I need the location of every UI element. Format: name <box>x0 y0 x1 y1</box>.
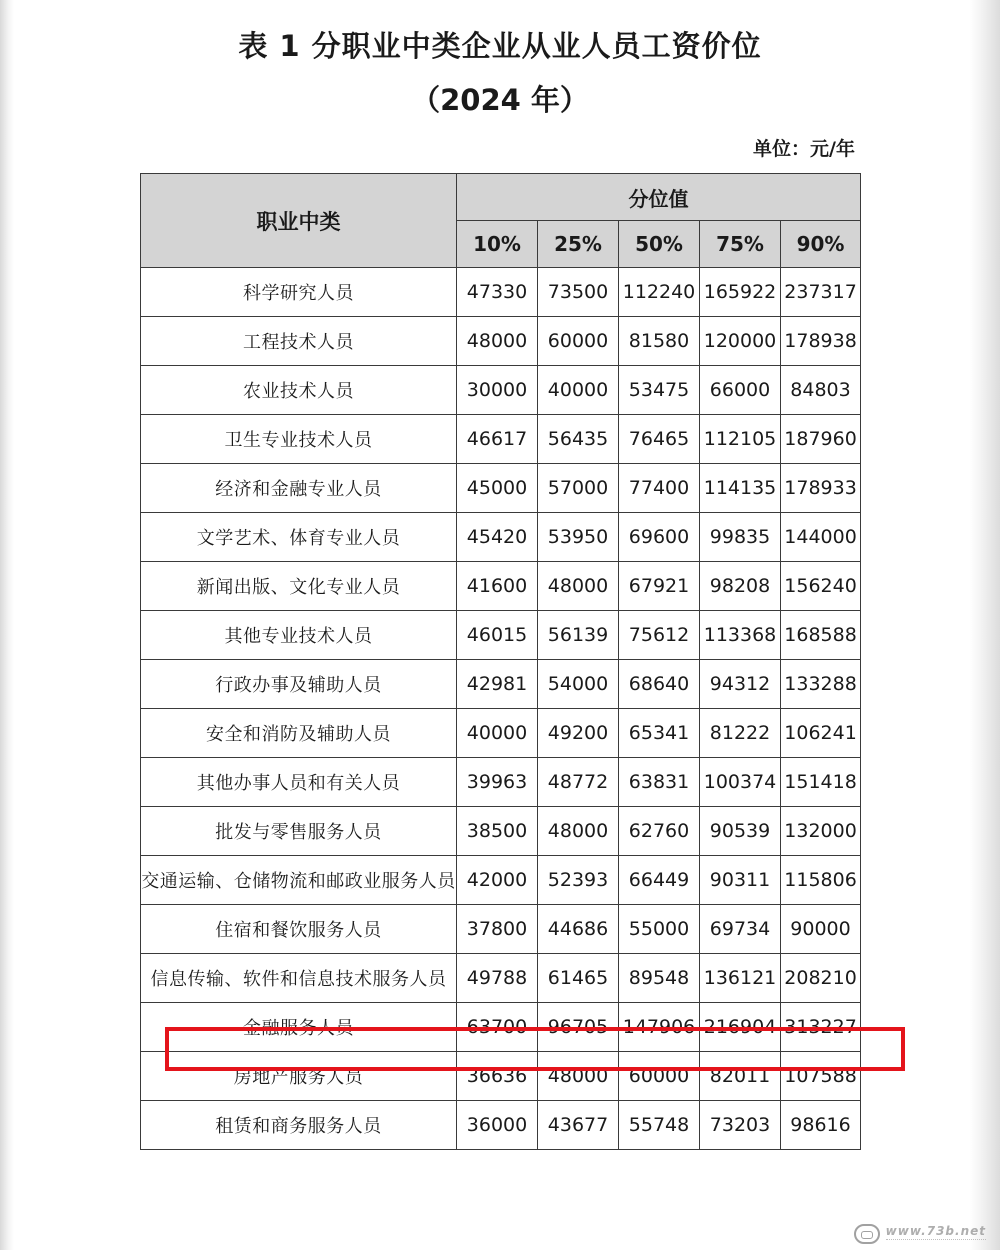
watermark-logo-icon <box>854 1224 880 1244</box>
table-row <box>141 1101 861 1150</box>
value-cell: 46015 <box>457 611 538 660</box>
value-cell: 77400 <box>619 464 700 513</box>
table-row <box>141 709 861 758</box>
value-cell: 48772 <box>538 758 619 807</box>
occupation-cell: 其他专业技术人员 <box>141 611 457 660</box>
quantile-header-90: 90% <box>781 221 861 268</box>
value-cell: 69600 <box>619 513 700 562</box>
value-cell: 165922 <box>700 268 781 317</box>
value-cell: 36000 <box>457 1101 538 1150</box>
value-cell: 42000 <box>457 856 538 905</box>
value-cell: 49788 <box>457 954 538 1003</box>
value-cell: 46617 <box>457 415 538 464</box>
document-subtitle: （2024 年） <box>411 83 589 117</box>
value-cell: 237317 <box>781 268 861 317</box>
value-cell: 48000 <box>538 562 619 611</box>
occupation-cell: 金融服务人员 <box>141 1003 457 1052</box>
quantile-header-25: 25% <box>538 221 619 268</box>
value-cell: 106241 <box>781 709 861 758</box>
value-cell: 43677 <box>538 1101 619 1150</box>
value-cell: 30000 <box>457 366 538 415</box>
value-cell: 63700 <box>457 1003 538 1052</box>
value-cell: 66000 <box>700 366 781 415</box>
value-cell: 66449 <box>619 856 700 905</box>
table-row <box>141 464 861 513</box>
value-cell: 90311 <box>700 856 781 905</box>
value-cell: 53475 <box>619 366 700 415</box>
value-cell: 61465 <box>538 954 619 1003</box>
value-cell: 60000 <box>619 1052 700 1101</box>
value-cell: 38500 <box>457 807 538 856</box>
value-cell: 42981 <box>457 660 538 709</box>
value-cell: 94312 <box>700 660 781 709</box>
value-cell: 98208 <box>700 562 781 611</box>
watermark <box>854 1224 986 1244</box>
table-row <box>141 905 861 954</box>
value-cell: 90000 <box>781 905 861 954</box>
occupation-cell: 新闻出版、文化专业人员 <box>141 562 457 611</box>
document-title: 表 1 分职业中类企业从业人员工资价位 <box>238 29 762 63</box>
occupation-cell: 经济和金融专业人员 <box>141 464 457 513</box>
quantile-group-header: 分位值 <box>457 174 861 221</box>
watermark-url: www.73b.net <box>885 1224 986 1238</box>
page-shadow-right <box>970 0 1000 1250</box>
value-cell: 39963 <box>457 758 538 807</box>
value-cell: 90539 <box>700 807 781 856</box>
value-cell: 54000 <box>538 660 619 709</box>
value-cell: 178938 <box>781 317 861 366</box>
value-cell: 76465 <box>619 415 700 464</box>
value-cell: 81222 <box>700 709 781 758</box>
value-cell: 65341 <box>619 709 700 758</box>
occupation-column-header: 职业中类 <box>141 174 457 268</box>
value-cell: 151418 <box>781 758 861 807</box>
value-cell: 67921 <box>619 562 700 611</box>
value-cell: 36636 <box>457 1052 538 1101</box>
value-cell: 112240 <box>619 268 700 317</box>
value-cell: 41600 <box>457 562 538 611</box>
table-row <box>141 611 861 660</box>
watermark-underline <box>886 1239 986 1243</box>
occupation-cell: 住宿和餐饮服务人员 <box>141 905 457 954</box>
value-cell: 57000 <box>538 464 619 513</box>
value-cell: 56435 <box>538 415 619 464</box>
quantile-header-10: 10% <box>457 221 538 268</box>
value-cell: 53950 <box>538 513 619 562</box>
value-cell: 81580 <box>619 317 700 366</box>
occupation-cell: 其他办事人员和有关人员 <box>141 758 457 807</box>
value-cell: 73203 <box>700 1101 781 1150</box>
value-cell: 40000 <box>457 709 538 758</box>
value-cell: 156240 <box>781 562 861 611</box>
value-cell: 112105 <box>700 415 781 464</box>
value-cell: 47330 <box>457 268 538 317</box>
value-cell: 52393 <box>538 856 619 905</box>
value-cell: 68640 <box>619 660 700 709</box>
value-cell: 187960 <box>781 415 861 464</box>
value-cell: 178933 <box>781 464 861 513</box>
occupation-cell: 农业技术人员 <box>141 366 457 415</box>
occupation-cell: 文学艺术、体育专业人员 <box>141 513 457 562</box>
value-cell: 48000 <box>457 317 538 366</box>
table-row <box>141 268 861 317</box>
table-row <box>141 660 861 709</box>
table-row <box>141 562 861 611</box>
value-cell: 56139 <box>538 611 619 660</box>
table-row <box>141 954 861 1003</box>
value-cell: 84803 <box>781 366 861 415</box>
value-cell: 115806 <box>781 856 861 905</box>
value-cell: 45000 <box>457 464 538 513</box>
value-cell: 168588 <box>781 611 861 660</box>
value-cell: 96705 <box>538 1003 619 1052</box>
table-row <box>141 856 861 905</box>
table-body <box>141 268 861 1150</box>
unit-label: 单位：元/年 <box>753 138 855 160</box>
value-cell: 40000 <box>538 366 619 415</box>
value-cell: 55748 <box>619 1101 700 1150</box>
value-cell: 136121 <box>700 954 781 1003</box>
quantile-header-50: 50% <box>619 221 700 268</box>
value-cell: 45420 <box>457 513 538 562</box>
value-cell: 73500 <box>538 268 619 317</box>
value-cell: 69734 <box>700 905 781 954</box>
occupation-cell: 安全和消防及辅助人员 <box>141 709 457 758</box>
occupation-cell: 科学研究人员 <box>141 268 457 317</box>
wage-table <box>140 173 861 1150</box>
value-cell: 144000 <box>781 513 861 562</box>
occupation-cell: 工程技术人员 <box>141 317 457 366</box>
value-cell: 63831 <box>619 758 700 807</box>
table-row <box>141 758 861 807</box>
value-cell: 62760 <box>619 807 700 856</box>
table-row <box>141 366 861 415</box>
value-cell: 216904 <box>700 1003 781 1052</box>
table-row <box>141 317 861 366</box>
value-cell: 44686 <box>538 905 619 954</box>
quantile-header-75: 75% <box>700 221 781 268</box>
value-cell: 49200 <box>538 709 619 758</box>
occupation-cell: 行政办事及辅助人员 <box>141 660 457 709</box>
table-row <box>141 415 861 464</box>
occupation-cell: 信息传输、软件和信息技术服务人员 <box>141 954 457 1003</box>
value-cell: 208210 <box>781 954 861 1003</box>
value-cell: 132000 <box>781 807 861 856</box>
table-header <box>141 174 861 268</box>
value-cell: 75612 <box>619 611 700 660</box>
value-cell: 147906 <box>619 1003 700 1052</box>
occupation-cell: 卫生专业技术人员 <box>141 415 457 464</box>
value-cell: 82011 <box>700 1052 781 1101</box>
occupation-cell: 租赁和商务服务人员 <box>141 1101 457 1150</box>
table-row <box>141 513 861 562</box>
occupation-cell: 房地产服务人员 <box>141 1052 457 1101</box>
value-cell: 99835 <box>700 513 781 562</box>
value-cell: 48000 <box>538 807 619 856</box>
value-cell: 37800 <box>457 905 538 954</box>
occupation-cell: 批发与零售服务人员 <box>141 807 457 856</box>
value-cell: 107588 <box>781 1052 861 1101</box>
value-cell: 114135 <box>700 464 781 513</box>
value-cell: 133288 <box>781 660 861 709</box>
occupation-cell: 交通运输、仓储物流和邮政业服务人员 <box>141 856 457 905</box>
table-row <box>141 807 861 856</box>
value-cell: 48000 <box>538 1052 619 1101</box>
value-cell: 313227 <box>781 1003 861 1052</box>
value-cell: 98616 <box>781 1101 861 1150</box>
page-shadow-left <box>0 0 14 1250</box>
value-cell: 120000 <box>700 317 781 366</box>
value-cell: 60000 <box>538 317 619 366</box>
value-cell: 55000 <box>619 905 700 954</box>
value-cell: 89548 <box>619 954 700 1003</box>
highlight-box <box>165 1027 905 1071</box>
value-cell: 113368 <box>700 611 781 660</box>
value-cell: 100374 <box>700 758 781 807</box>
